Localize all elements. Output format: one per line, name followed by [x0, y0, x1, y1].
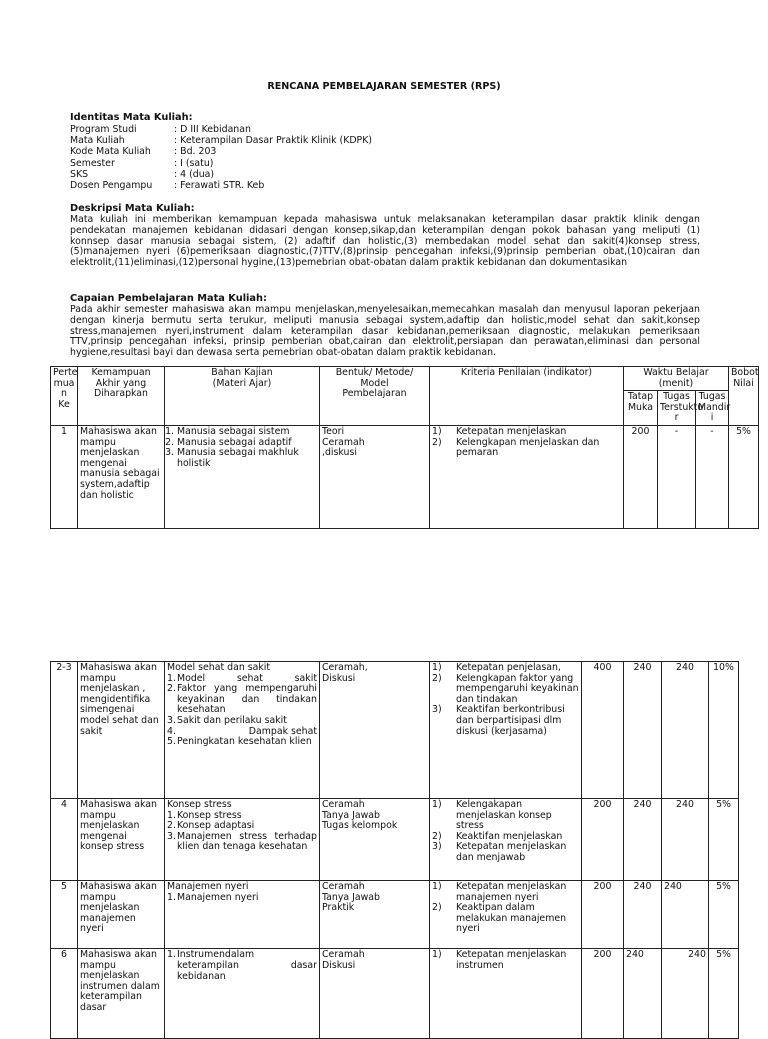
kriteria-item: 1) Ketepatan menjelaskan instrumen — [432, 949, 567, 971]
identitas-heading: Identitas Mata Kuliah: — [70, 112, 193, 123]
identitas-label: Kode Mata Kuliah — [70, 146, 151, 158]
identitas-row — [70, 124, 700, 135]
cell-tatap-muka: 200 — [582, 881, 624, 949]
cell-bobot: 10% — [709, 662, 739, 799]
bahan-item: 2. Faktor yang mempengaruhi keyakinan dan tindakan kesehatan — [167, 683, 317, 716]
cell-tugas-mandiri: 240 — [662, 949, 709, 1039]
header-bahan: Bahan Kajian (Materi Ajar) — [165, 367, 320, 426]
header-tatap-muka: Tatap Muka — [624, 391, 658, 426]
bahan-title: Model sehat dan sakit — [167, 662, 271, 673]
cell-tugas-mandiri: - — [696, 425, 729, 528]
header-bobot: Bobot Nilai — [729, 367, 759, 426]
kriteria-item: 2) Keaktifan menjelaskan — [432, 830, 563, 842]
bahan-item: 1. Model sehat sakit — [167, 672, 317, 684]
bahan-item: 5. Peningkatan kesehatan klien — [167, 736, 312, 748]
bahan-item: 3. Manajemen stress terhadap klien dan tenaga kesehatan — [167, 830, 317, 853]
cell-tugas-terstruktur: 240 — [624, 799, 662, 881]
kriteria-item: 2) Keaktipan dalam melakukan manajemen nyeri — [432, 902, 567, 935]
cell-metode: Ceramah, Diskusi — [320, 662, 430, 799]
cell-tatap-muka: 200 — [624, 425, 658, 528]
cell-bahan — [165, 949, 320, 1039]
identitas-label: Mata Kuliah — [70, 135, 125, 147]
header-tugas-mandiri: Tugas Mandir i — [696, 391, 729, 426]
identitas-label: Dosen Pengampu — [70, 180, 153, 192]
cell-tugas-mandiri: 240 — [662, 799, 709, 881]
kriteria-item: 1) Kelengakapan menjelaskan konsep stress — [432, 799, 552, 832]
table-header-row — [51, 367, 759, 391]
rps-table-page1 — [50, 366, 759, 529]
identitas-label: SKS — [70, 168, 89, 180]
header-metode: Bentuk/ Metode/ Model Pembelajaran — [320, 367, 430, 426]
cell-tugas-mandiri: 240 — [662, 662, 709, 799]
header-tugas-terstruktur: Tugas Terstuktu r — [658, 391, 696, 426]
cell-tatap-muka: 200 — [582, 799, 624, 881]
bahan-title: Manajemen nyeri — [167, 881, 249, 892]
kriteria-item: 1) Ketepatan menjelaskan — [432, 425, 567, 437]
cell-pertemuan: 5 — [51, 881, 78, 949]
rps-table-page2 — [50, 661, 739, 1039]
capaian-heading: Capaian Pembelajaran Mata Kuliah: — [70, 293, 267, 304]
header-kriteria: Kriteria Penilaian (indikator) — [430, 367, 624, 426]
cell-tatap-muka: 400 — [582, 662, 624, 799]
deskripsi-section — [70, 203, 700, 269]
cell-bobot: 5% — [709, 799, 739, 881]
cell-pertemuan: 4 — [51, 799, 78, 881]
kriteria-item: 3) Keaktifan berkontribusi dan berpartisipasi dlm diskusi (kerjasama) — [432, 704, 565, 737]
bahan-item: 1. Manajemen nyeri — [167, 891, 259, 903]
bahan-item: 1. Manusia sebagai sistem — [177, 427, 317, 438]
cell-metode: Ceramah Tanya Jawab Tugas kelompok — [320, 799, 430, 881]
identitas-value: : Ferawati STR. Keb — [174, 180, 265, 192]
deskripsi-heading: Deskripsi Mata Kuliah: — [70, 203, 195, 214]
capaian-text: Pada akhir semester mahasiswa akan mampu menjelaskan,menyelesaikan,memecahkan masalah dan menyusul laporan pekerjaan dengan kinerja bermutu serta terukur, meliputi manusia sebagai system,adaftip dan holistic,model sehat dan sakit,konsep stress,manajemen nyeri,instrument dalam keterampilan dasar kebidanan,pemeriksaan diagnostic, melakukan pemeriksaan TTV,prinsip pencegahan infeksi, prinsip pemberian obat,cairan dan elektrolit,persiapan dan perawatan,eliminasi dan personal hygiene,resultasi bayi dan dewasa serta pemebrian obat-obatan dalam praktik kebidanan. — [70, 304, 700, 359]
bahan-item: 2. Konsep adaptasi — [167, 820, 255, 832]
bahan-item: 3. Manusia sebagai makhluk holistik — [177, 448, 317, 469]
cell-bobot: 5% — [709, 949, 739, 1039]
cell-tatap-muka: 200 — [582, 949, 624, 1039]
kriteria-item: 1) Ketepatan penjelasan, — [432, 662, 561, 673]
kriteria-item: 2) Kelengkapan menjelaskan dan pemaran — [432, 436, 600, 459]
bahan-title: Konsep stress — [167, 799, 232, 810]
bahan-item: 3. Sakit dan perilaku sakit — [167, 714, 287, 726]
table-row — [51, 662, 739, 799]
kriteria-item: 2) Kelengkapan faktor yang mempengaruhi keyakinan dan tindakan — [432, 672, 579, 705]
document-title: RENCANA PEMBELAJARAN SEMESTER (RPS) — [267, 81, 501, 92]
cell-kemampuan: Mahasiswa akan mampu menjelaskan , mengidentifika simengenai model sehat dan sakit — [78, 662, 165, 799]
cell-pertemuan: 1 — [51, 425, 78, 528]
cell-bobot: 5% — [729, 425, 759, 528]
bahan-item: 2. Manusia sebagai adaptif — [177, 438, 317, 449]
identitas-value: : Bd. 203 — [174, 146, 217, 158]
cell-bahan — [165, 425, 320, 528]
cell-kriteria — [430, 425, 624, 528]
header-waktu: Waktu Belajar (menit) — [624, 367, 729, 391]
cell-metode: Teori Ceramah ,diskusi — [320, 425, 430, 528]
table-row — [51, 881, 739, 949]
cell-kemampuan: Mahasiswa akan mampu menjelaskan manajemen nyeri — [78, 881, 165, 949]
kriteria-item: 3) Ketepatan menjelaskan dan menjawab — [432, 841, 567, 863]
cell-metode: Ceramah Diskusi — [320, 949, 430, 1039]
bahan-item: 4. Dampak sehat — [167, 725, 317, 737]
identitas-row — [70, 135, 700, 146]
identitas-label: Program Studi — [70, 124, 137, 135]
identitas-value: : 4 (dua) — [174, 168, 215, 180]
header-pertemuan: Perte mua n Ke — [51, 367, 78, 426]
identitas-row — [70, 158, 700, 169]
cell-kriteria — [430, 799, 582, 881]
bahan-item: 1. Konsep stress — [167, 809, 242, 821]
table-row — [51, 949, 739, 1039]
cell-pertemuan: 6 — [51, 949, 78, 1039]
identitas-row — [70, 180, 700, 191]
cell-tugas-terstruktur: - — [658, 425, 696, 528]
identitas-row — [70, 169, 700, 180]
capaian-section — [70, 293, 700, 359]
cell-kemampuan: Mahasiswa akan mampu menjelaskan mengenai konsep stress — [78, 799, 165, 881]
cell-kriteria — [430, 881, 582, 949]
bahan-item: 1. Instrumendalam keterampilan dasar kebidanan — [167, 949, 317, 982]
deskripsi-text: Mata kuliah ini memberikan kemampuan kepada mahasiswa untuk melaksanakan keterampilan dasar praktik klinik dengan pendekatan manajemen kebidanan didasari dengan konsep,sikap,dan keterampilan dengan pokok bahasan yang meliputi (1) konnsep dasar manusia sebagai sistem, (2) adaftif dan holistic,(3) membedakan model sehat dan sakit(4)konsep stress,(5)manajemen nyeri (6)pemeriksaan diagnostic,(7)TTV,(8)prinsip pencegahan infeksi,(9)prinsip pemberian obat,(10)cairan dan elektrolit,(11)eliminasi,(12)personal hygine,(13)pemebrian obat-obatan dalam praktik kebidanan dan dokumentasikan — [70, 214, 700, 269]
identitas-section — [70, 112, 700, 191]
cell-kriteria — [430, 662, 582, 799]
cell-bahan — [165, 662, 320, 799]
cell-kemampuan: Mahasiswa akan mampu menjelaskan mengenai manusia sebagai system,adaftip dan holistic — [78, 425, 165, 528]
cell-tugas-terstruktur: 240 — [624, 949, 662, 1039]
cell-tugas-mandiri: 240 — [662, 881, 709, 949]
header-kemampuan: Kemampuan Akhir yang Diharapkan — [78, 367, 165, 426]
identitas-label: Semester — [70, 157, 115, 169]
cell-kriteria — [430, 949, 582, 1039]
cell-tugas-terstruktur: 240 — [624, 662, 662, 799]
cell-metode: Ceramah Tanya Jawab Praktik — [320, 881, 430, 949]
identitas-value: : I (satu) — [174, 157, 214, 169]
identitas-value: : Keterampilan Dasar Praktik Klinik (KDPK) — [174, 135, 373, 147]
cell-bobot: 5% — [709, 881, 739, 949]
cell-pertemuan: 2-3 — [51, 662, 78, 799]
table-row — [51, 425, 759, 528]
cell-tugas-terstruktur: 240 — [624, 881, 662, 949]
cell-bahan — [165, 881, 320, 949]
cell-kemampuan: Mahasiswa akan mampu menjelaskan instrumen dalam keterampilan dasar — [78, 949, 165, 1039]
kriteria-item: 1) Ketepatan menjelaskan manajemen nyeri — [432, 881, 567, 903]
cell-bahan — [165, 799, 320, 881]
table-row — [51, 799, 739, 881]
identitas-row — [70, 146, 700, 157]
identitas-value: : D III Kebidanan — [174, 124, 251, 135]
